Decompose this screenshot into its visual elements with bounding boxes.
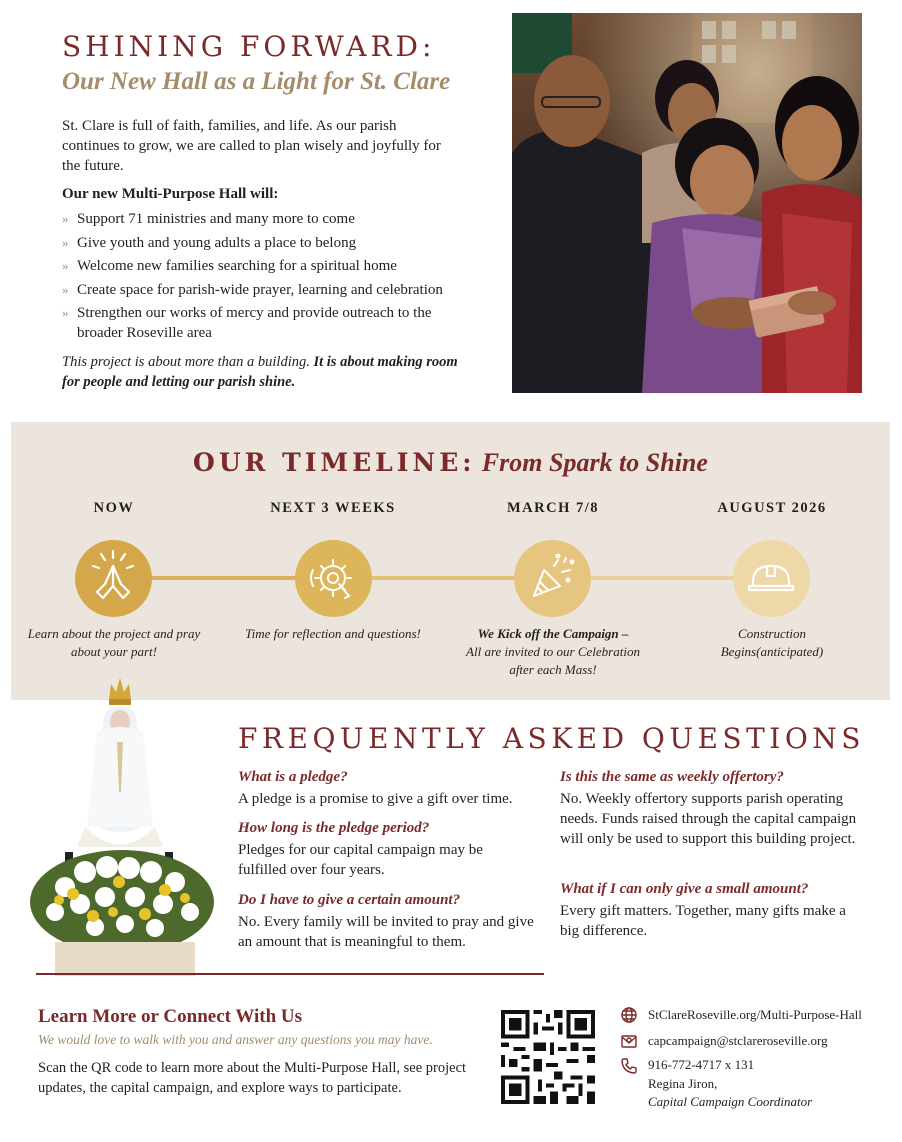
timeline-step-label: MARCH 7/8 — [506, 500, 600, 516]
timeline-section — [11, 422, 890, 700]
page-title: SHINING FORWARD: — [62, 30, 436, 63]
list-item — [62, 233, 462, 253]
list-item-text: Strengthen our works of mercy and provide outreach to the broader Roseville area — [77, 305, 432, 342]
faq-question: What is a pledge? — [238, 769, 348, 785]
page-subtitle: Our New Hall as a Light for St. Clare — [62, 68, 451, 95]
closing-bold: It is about making room for people and letting our parish shine. — [62, 354, 458, 390]
qr-code-graphic — [497, 1006, 599, 1108]
family-photo-illustration — [512, 13, 862, 393]
email-icon — [620, 1032, 638, 1050]
timeline-step-circle — [733, 540, 810, 617]
timeline-step-label: NEXT 3 WEEKS — [270, 500, 396, 516]
website-link[interactable]: StClareRoseville.org/Multi-Purpose-Hall — [648, 1007, 862, 1022]
intro-paragraph: St. Clare is full of faith, families, and life. As our parish continues to grow, we are called to plan wisely and joyfully for the future. — [62, 118, 441, 174]
contact-title: Capital Campaign Coordinator — [648, 1094, 813, 1109]
statue-image — [25, 672, 220, 976]
list-item — [62, 303, 462, 343]
timeline-step-label: AUGUST 2026 — [717, 500, 827, 516]
bullet-glyph: » — [62, 258, 69, 274]
timeline-step-circle — [75, 540, 152, 617]
hall-benefits-list — [62, 209, 462, 347]
list-item-text: Welcome new families searching for a spiritual home — [77, 258, 397, 275]
family-photo — [512, 13, 862, 393]
list-item — [62, 280, 462, 300]
hard-hat-icon — [733, 540, 810, 617]
learn-more-subtitle: We would love to walk with you and answer any questions you may have. — [38, 1032, 433, 1047]
section-divider — [36, 973, 544, 975]
timeline-connector — [151, 576, 301, 580]
faq-question: What if I can only give a small amount? — [560, 881, 809, 897]
reflection-gear-icon — [295, 540, 372, 617]
timeline-step-desc: Learn about the project and pray about your part! — [27, 626, 201, 659]
faq-answer: Pledges for our capital campaign may be fulfilled over four years. — [238, 842, 483, 878]
list-item-text: Create space for parish-wide prayer, learning and celebration — [77, 281, 443, 298]
faq-question: Is this the same as weekly offertory? — [560, 769, 784, 785]
timeline-title-sub: From Spark to Shine — [481, 448, 708, 477]
timeline-connector — [590, 576, 740, 580]
email-link[interactable]: capcampaign@stclareroseville.org — [648, 1033, 828, 1048]
timeline-step-circle — [295, 540, 372, 617]
faq-answer: No. Every family will be invited to pray and give an amount that is meaningful to them. — [238, 914, 534, 950]
bullet-glyph: » — [62, 281, 69, 297]
faq-answer: No. Weekly offertory supports parish operating needs. Funds raised through the capital campaign will only be used to support this building project. — [560, 791, 857, 847]
learn-more-text: Scan the QR code to learn more about the Multi-Purpose Hall, see project updates, the capital campaign, and explore ways to participate. — [38, 1060, 467, 1096]
timeline-step-desc: Time for reflection and questions! — [245, 626, 421, 641]
faq-answer: Every gift matters. Together, many gifts make a big difference. — [560, 903, 846, 939]
faq-answer: A pledge is a promise to give a gift over time. — [238, 791, 513, 807]
closing-italic: This project is about more than a building. — [62, 354, 310, 370]
faq-question: Do I have to give a certain amount? — [238, 892, 461, 908]
faq-title: FREQUENTLY ASKED QUESTIONS — [238, 722, 865, 755]
timeline-step-desc: Construction Begins(anticipated) — [720, 626, 824, 659]
phone-icon — [620, 1057, 638, 1075]
bullet-glyph: » — [62, 305, 69, 321]
learn-more-title: Learn More or Connect With Us — [38, 1006, 303, 1027]
timeline-connector — [371, 576, 521, 580]
praying-hands-icon — [75, 540, 152, 617]
timeline-step-desc-text: All are invited to our Celebration after each Mass! — [466, 644, 640, 677]
timeline-step-desc-bold: We Kick off the Campaign – — [477, 626, 629, 641]
qr-code[interactable] — [497, 1006, 599, 1108]
list-item-text: Support 71 ministries and many more to come — [77, 211, 355, 227]
hall-list-heading: Our new Multi-Purpose Hall will: — [62, 186, 279, 202]
timeline-step-circle — [514, 540, 591, 617]
bullet-glyph: » — [62, 211, 69, 226]
bullet-glyph: » — [62, 234, 69, 250]
timeline-title — [11, 448, 890, 478]
closing-statement — [62, 352, 472, 392]
contact-name: Regina Jiron, — [648, 1076, 718, 1091]
phone-number[interactable]: 916-772-4717 x 131 — [648, 1057, 755, 1072]
list-item-text: Give youth and young adults a place to belong — [77, 234, 357, 251]
list-item — [62, 209, 462, 229]
party-popper-icon — [514, 540, 591, 617]
globe-icon — [620, 1006, 638, 1024]
list-item — [62, 256, 462, 276]
statue-illustration — [25, 672, 220, 976]
timeline-step-label: NOW — [93, 500, 135, 516]
timeline-step-desc — [453, 625, 653, 679]
timeline-title-main: OUR TIMELINE: — [193, 448, 476, 477]
faq-question: How long is the pledge period? — [238, 820, 430, 836]
